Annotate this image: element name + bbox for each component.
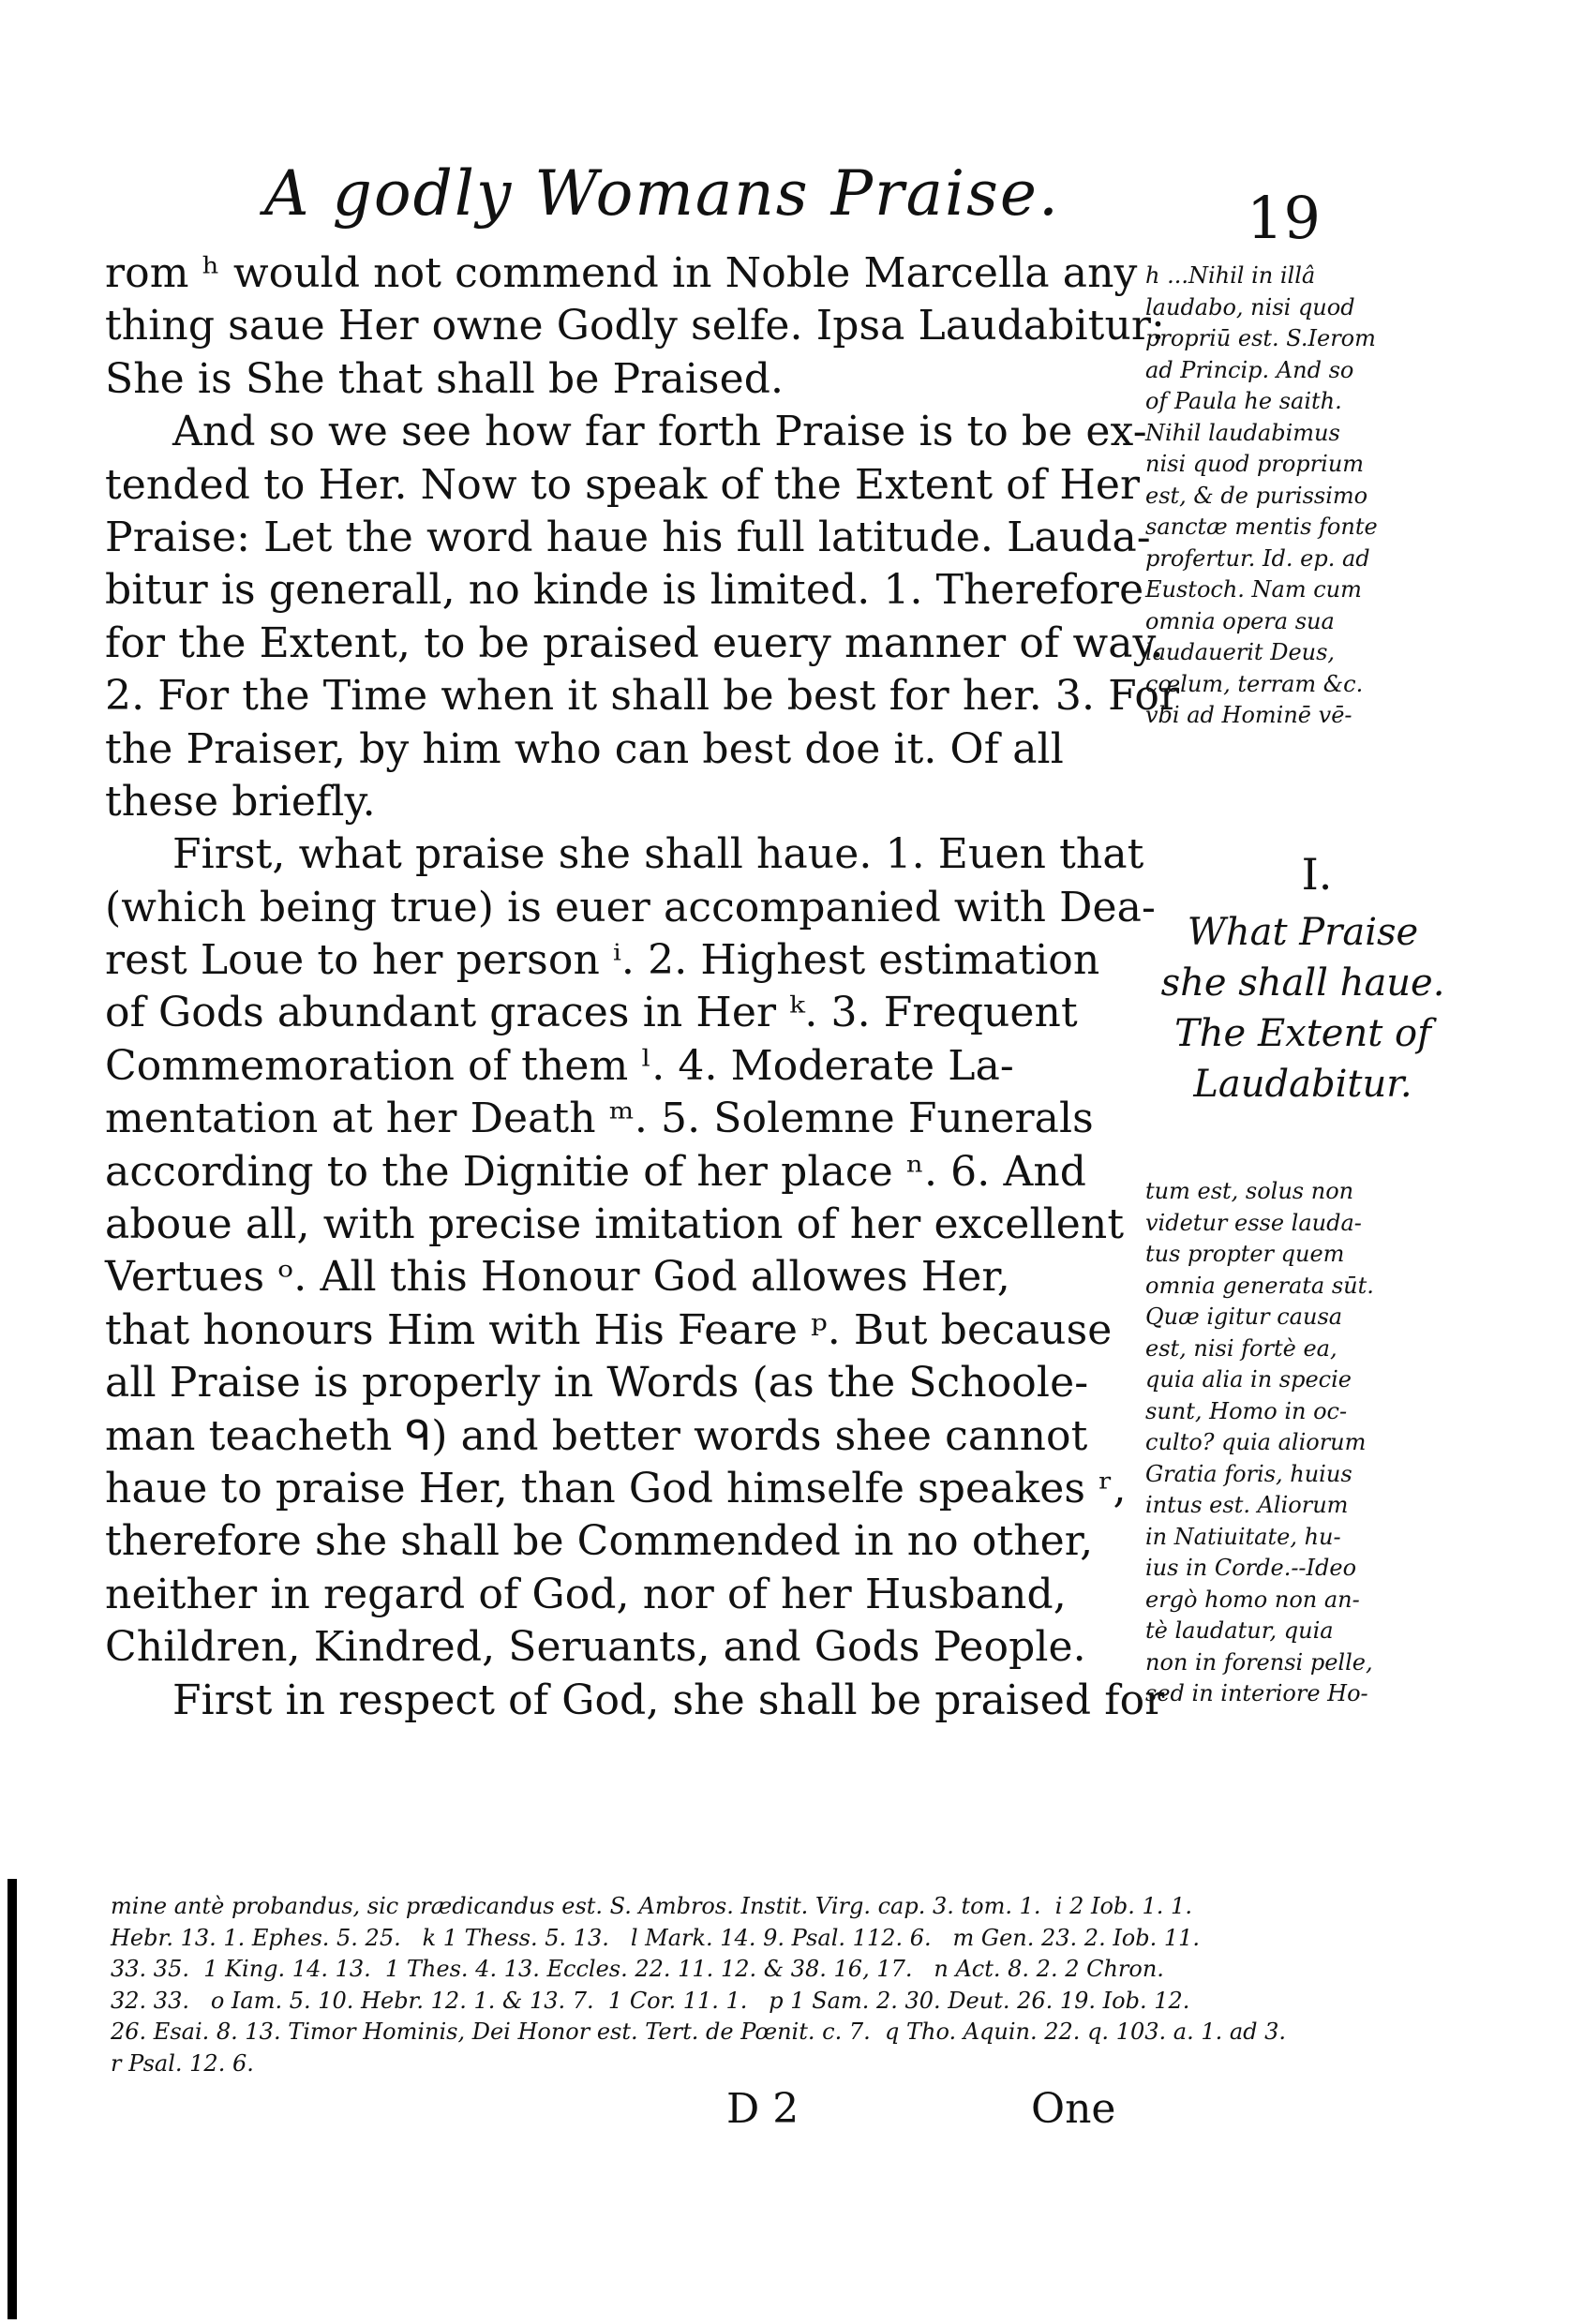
margin-note-line: intus est. Aliorum — [1145, 1492, 1349, 1518]
margin-note-line: Gratia foris, huius — [1145, 1460, 1352, 1487]
text-line: man teacheth ᑫ) and better words shee cannot — [105, 1411, 1088, 1460]
margin-note-line: laudabo, nisi quod — [1145, 293, 1355, 320]
margin-note-line: tum est, solus non — [1145, 1178, 1354, 1204]
footnote-line: 26. Esai. 8. 13. Timor Hominis, Dei Honor est. Tert. de Pœnit. c. 7. q Tho. Aquin. 22. q. 103. a. 1. ad 3. — [111, 2019, 1287, 2045]
text-line: mentation at her Death ᵐ. 5. Solemne Funerals — [105, 1095, 1094, 1143]
text-line: Children, Kindred, Seruants, and Gods People. — [105, 1623, 1086, 1672]
margin-note-bottom — [1145, 1176, 1427, 1710]
side-heading — [1158, 907, 1448, 1110]
margin-note-line: non in forensi pelle, — [1145, 1648, 1373, 1676]
footnote-line: r Psal. 12. 6. — [111, 2049, 254, 2077]
margin-note-line: Quæ igitur causa — [1145, 1304, 1343, 1330]
catchword: One — [1031, 2085, 1116, 2133]
text-line: according to the Dignitie of her place ⁿ. 6. And — [105, 1147, 1087, 1196]
text-line: And so we see how far forth Praise is to be ex- — [172, 408, 1147, 456]
text-line: Vertues ᵒ. All this Honour God allowes Her, — [105, 1253, 1010, 1302]
text-line: neither in regard of God, nor of her Husband, — [105, 1570, 1067, 1618]
side-heading-line: The Extent of — [1174, 1012, 1431, 1055]
text-line: 2. For the Time when it shall be best for her. 3. For — [105, 672, 1180, 721]
text-line: for the Extent, to be praised euery manner of way. — [105, 618, 1164, 667]
margin-note-line: nisi quod proprium — [1145, 451, 1365, 477]
footnote-line: 33. 35. 1 King. 14. 13. 1 Thes. 4. 13. Eccles. 22. 11. 12. & 38. 16, 17. n Act. 8. 2. 2 Chron. — [111, 1956, 1164, 1982]
text-line: all Praise is properly in Words (as the Schoole- — [105, 1359, 1089, 1408]
text-line: that honours Him with His Feare ᵖ. But because — [105, 1305, 1113, 1354]
text-line: tended to Her. Now to speak of the Extent of Her — [105, 460, 1141, 509]
margin-note-line: laudauerit Deus, — [1145, 639, 1336, 665]
margin-note-line: quia alia in specie — [1145, 1366, 1352, 1393]
margin-note-line: culto? quia aliorum — [1145, 1429, 1367, 1455]
margin-note-line: of Paula he saith. — [1145, 388, 1342, 414]
margin-note-line: Eustoch. Nam cum — [1145, 576, 1362, 603]
text-line: Praise: Let the word haue his full latitude. Lauda- — [105, 513, 1151, 561]
footnotes — [111, 1891, 1442, 2079]
text-line: of Gods abundant graces in Her ᵏ. 3. Frequent — [105, 989, 1078, 1037]
margin-note-line: ergò homo non an- — [1145, 1586, 1360, 1613]
scan-edge-shadow — [7, 1879, 17, 2319]
margin-note-line: ius in Corde.--Ideo — [1145, 1555, 1357, 1581]
side-heading-line: What Praise — [1187, 911, 1419, 954]
margin-note-line: propriū est. S.Ierom — [1145, 325, 1376, 351]
margin-note-line: in Natiuitate, hu- — [1145, 1523, 1341, 1550]
margin-note-line: ad Princip. And so — [1145, 356, 1354, 383]
side-heading-line: she shall haue. — [1160, 961, 1445, 1005]
margin-note-top — [1145, 261, 1427, 732]
signature-mark: D 2 — [726, 2085, 799, 2133]
margin-note-line: videtur esse lauda- — [1145, 1209, 1362, 1236]
text-line: rest Loue to her person ⁱ. 2. Highest estimation — [105, 936, 1100, 985]
margin-note-line: omnia generata sūt. — [1145, 1272, 1374, 1299]
margin-note-line: profertur. Id. ep. ad — [1145, 544, 1370, 572]
footnote-line: Hebr. 13. 1. Ephes. 5. 25. k 1 Thess. 5. 13. l Mark. 14. 9. Psal. 112. 6. m Gen. 23. 2. Iob. 11. — [111, 1924, 1201, 1951]
text-line: the Praiser, by him who can best doe it. Of all — [105, 724, 1064, 773]
margin-note-line: vbi ad Hominē vē- — [1145, 702, 1352, 728]
margin-note-line: sunt, Homo in oc- — [1145, 1397, 1348, 1424]
side-heading-line: Laudabitur. — [1193, 1063, 1412, 1106]
text-line: haue to praise Her, than God himselfe speakes ʳ, — [105, 1464, 1127, 1512]
text-line: (which being true) is euer accompanied with Dea- — [105, 883, 1156, 931]
text-line: Commemoration of them ˡ. 4. Moderate La- — [105, 1041, 1014, 1090]
margin-note-line: est, nisi fortè ea, — [1145, 1334, 1337, 1362]
margin-note-line: sanctæ mentis fonte — [1145, 514, 1378, 540]
text-line: these briefly. — [105, 777, 376, 826]
main-text-block — [105, 247, 1180, 1727]
footnote-line: 32. 33. o Iam. 5. 10. Hebr. 12. 1. & 13. 7. 1 Cor. 11. 1. p 1 Sam. 2. 30. Deut. 26. 19. Iob. 12. — [111, 1987, 1190, 2014]
page-number: 19 — [1247, 184, 1321, 252]
margin-note-line: tè laudatur, quia — [1145, 1617, 1334, 1644]
margin-note-line: cœlum, terram &c. — [1145, 670, 1364, 697]
footnote-line: mine antè probandus, sic prædicandus est. S. Ambros. Instit. Virg. cap. 3. tom. 1. i 2 Iob. 1. 1. — [111, 1893, 1192, 1919]
text-line: She is She that shall be Praised. — [105, 354, 785, 403]
margin-note-line: tus propter quem — [1145, 1241, 1345, 1267]
running-title: A godly Womans Praise. — [264, 157, 1060, 230]
text-line: rom ʰ would not commend in Noble Marcella any — [105, 249, 1138, 297]
text-line: aboue all, with precise imitation of her excellent — [105, 1200, 1125, 1249]
text-line: First in respect of God, she shall be praised for — [172, 1676, 1165, 1724]
margin-note-line: est, & de purissimo — [1145, 482, 1368, 509]
text-line: bitur is generall, no kinde is limited. 1. Therefore — [105, 566, 1144, 615]
text-line: First, what praise she shall haue. 1. Euen that — [172, 830, 1144, 879]
text-line: thing saue Her owne Godly selfe. Ipsa Laudabitur: — [105, 302, 1165, 350]
margin-note-line: omnia opera sua — [1145, 607, 1335, 634]
margin-note-line: h ...Nihil in illâ — [1145, 262, 1316, 289]
margin-note-line: sed in interiore Ho- — [1145, 1680, 1368, 1706]
text-line: therefore she shall be Commended in no other, — [105, 1517, 1094, 1566]
margin-note-line: Nihil laudabimus — [1145, 419, 1340, 446]
section-number: I. — [1301, 849, 1333, 900]
